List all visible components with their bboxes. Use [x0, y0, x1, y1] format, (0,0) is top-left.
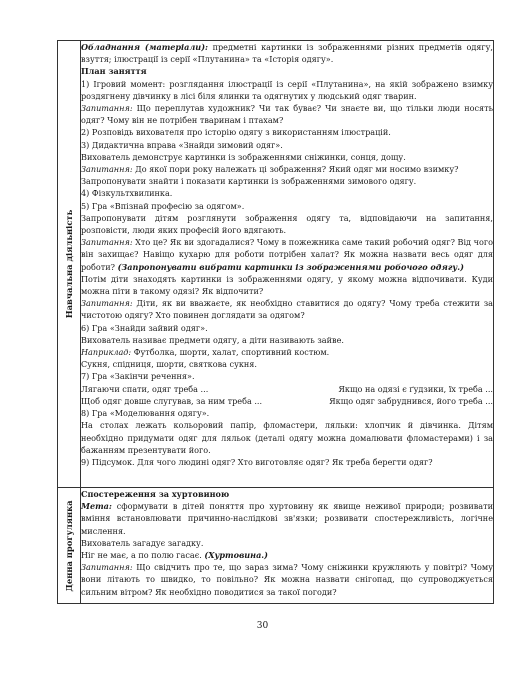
step-3-task: Запропонувати знайти і показати картинки із зображеннями зимового одягу.: [81, 176, 417, 187]
goal-text: сформувати в дітей поняття про хуртовину як явище неживої природи; розвивати вміння встановлювати причинно-наслідкові зв'язки; розвивати спостережливість, логічне мислення.: [81, 501, 493, 536]
riddle-intro: Вихователь загадує загадку.: [81, 537, 204, 548]
walk-question: [81, 561, 493, 598]
question-label: Запитання:: [81, 164, 133, 175]
plan-title: План заняття: [81, 66, 147, 77]
study-content: [81, 41, 494, 488]
step-1: 1) Ігровий момент: розглядання ілюстрації із серії «Плутанина», на якій зображено взимку роздягнену дівчинку в лісі біля ялинки та одягнутих у людський одяг тварин.: [81, 78, 493, 101]
walk-title: Спостереження за хуртовиною: [81, 489, 230, 499]
example-label: Наприклад:: [81, 347, 132, 358]
walk-row: [58, 488, 494, 604]
question-5b: [81, 297, 493, 321]
step-8-text: На столах лежать кольоровий папір, фломастери, ляльки: хлопчик й дівчинка. Дітям необхідно придумати одяг для ляльок (деталі одягу можна домалювати фломастерами) і за бажанням презентувати його.: [81, 420, 493, 455]
step-5-text: Запропонувати дітям розглянути зображення одягу та, відповідаючи на запитання, розповісти, люди яких професій його вдягають.: [81, 212, 493, 236]
sentence-start: Якщо одяг забруднився, його треба ...: [329, 395, 493, 406]
question-5: [81, 236, 493, 273]
step-2: 2) Розповідь вихователя про історію одягу з використанням ілюстрацій.: [81, 127, 391, 138]
question-3: [81, 163, 493, 175]
question-text: Діти, як ви вважаєте, як необхідно ставитися до одягу? Чому треба стежити за чистотою одягу? Хто повинен доглядати за одягом?: [81, 298, 493, 321]
step-3: 3) Дидактична вправа «Знайди зимовий одяг».: [81, 139, 283, 150]
sentence-start: Щоб одяг довше слугував, за ним треба ...: [81, 395, 263, 406]
riddle-answer: (Хуртовина.): [204, 550, 268, 561]
goal-label: Мета:: [81, 501, 112, 512]
question-label: Запитання:: [81, 103, 133, 114]
question-1: [81, 102, 493, 126]
step-5: 5) Гра «Впізнай професію за одягом».: [81, 200, 245, 211]
question-text: Що свідчить про те, що зараз зима? Чому сніжинки кружляють у повітрі? Чому вони літають то швидко, то повільно? Як можна назвати снігопад, що супроводжується сильним вітром? Як необхідно поводитися за такої погоди?: [81, 562, 493, 597]
sentence-start: Лягаючи спати, одяг треба ...: [81, 383, 209, 394]
step-9: 9) Підсумок. Для чого людині одяг? Хто виготовляє одяг? Як треба берегти одяг?: [81, 456, 433, 467]
step-4: 4) Фізкультхвилинка.: [81, 188, 173, 199]
question-label: Запитання:: [81, 298, 133, 309]
step-5-rest: Потім діти знаходять картинки із зображеннями одягу, у якому можна відпочивати. Куди можна піти в такому одязі? Як відпочити?: [81, 273, 493, 297]
equipment-paragraph: [81, 41, 493, 65]
step-6-text: Вихователь називає предмети одягу, а діти називають зайве.: [81, 334, 344, 345]
lesson-plan-table: [57, 40, 494, 604]
walk-content: [81, 488, 494, 604]
sentence-row-1: [81, 383, 493, 395]
question-label: Запитання:: [81, 237, 133, 248]
example-text: Футболка, шорти, халат, спортивний костюм.: [131, 347, 330, 358]
equipment-text: предметні картинки із зображеннями різних предметів одягу, взуття; ілюстрації із серії «Плутанина» та «Історія одягу».: [81, 42, 493, 65]
example-2: Сукня, спідниця, шорти, святкова сукня.: [81, 359, 257, 370]
question-text: До якої пори року належать ці зображення? Який одяг ми носимо взимку?: [132, 164, 459, 175]
question-note: (Запропонувати вибрати картинки із зображеннями робочого одягу.): [117, 261, 464, 272]
step-6: 6) Гра «Знайди зайвий одяг».: [81, 322, 208, 333]
sentence-row-2: [81, 395, 493, 407]
walk-goal: [81, 500, 493, 537]
page-number: 30: [256, 621, 269, 631]
step-7: 7) Гра «Закінчи речення».: [81, 371, 195, 382]
riddle: [81, 549, 493, 561]
study-side-label: Навчальна діяльність: [64, 209, 74, 319]
question-label: Запитання:: [81, 562, 133, 573]
sentence-start: Якщо на одязі є ґудзики, їх треба ...: [338, 383, 493, 394]
question-text: Що переплутав художник? Чи так буває? Чи знаєте ви, що тільки люди носять одяг? Чому він не потрібен тваринам і птахам?: [81, 103, 493, 126]
question-text: Хто це? Як ви здогадалися? Чому в пожежника саме такий робочий одяг? Від чого він захищає? Навіщо кухарю для роботи потрібен халат? Як можна назвати весь одяг для роботи?: [81, 237, 493, 272]
study-side-cell: [58, 41, 81, 488]
example-1: [81, 346, 493, 358]
riddle-text: Ніг не має, а по полю гасає.: [81, 550, 205, 561]
equipment-label: Обладнання (матеріали):: [81, 42, 209, 52]
study-row: [58, 41, 494, 488]
walk-side-cell: [58, 488, 81, 604]
step-8: 8) Гра «Моделювання одягу».: [81, 408, 210, 419]
walk-side-label: Денна прогулянка: [64, 499, 74, 592]
step-3-text: Вихователь демонструє картинки із зображеннями сніжинки, сонця, дощу.: [81, 151, 406, 162]
